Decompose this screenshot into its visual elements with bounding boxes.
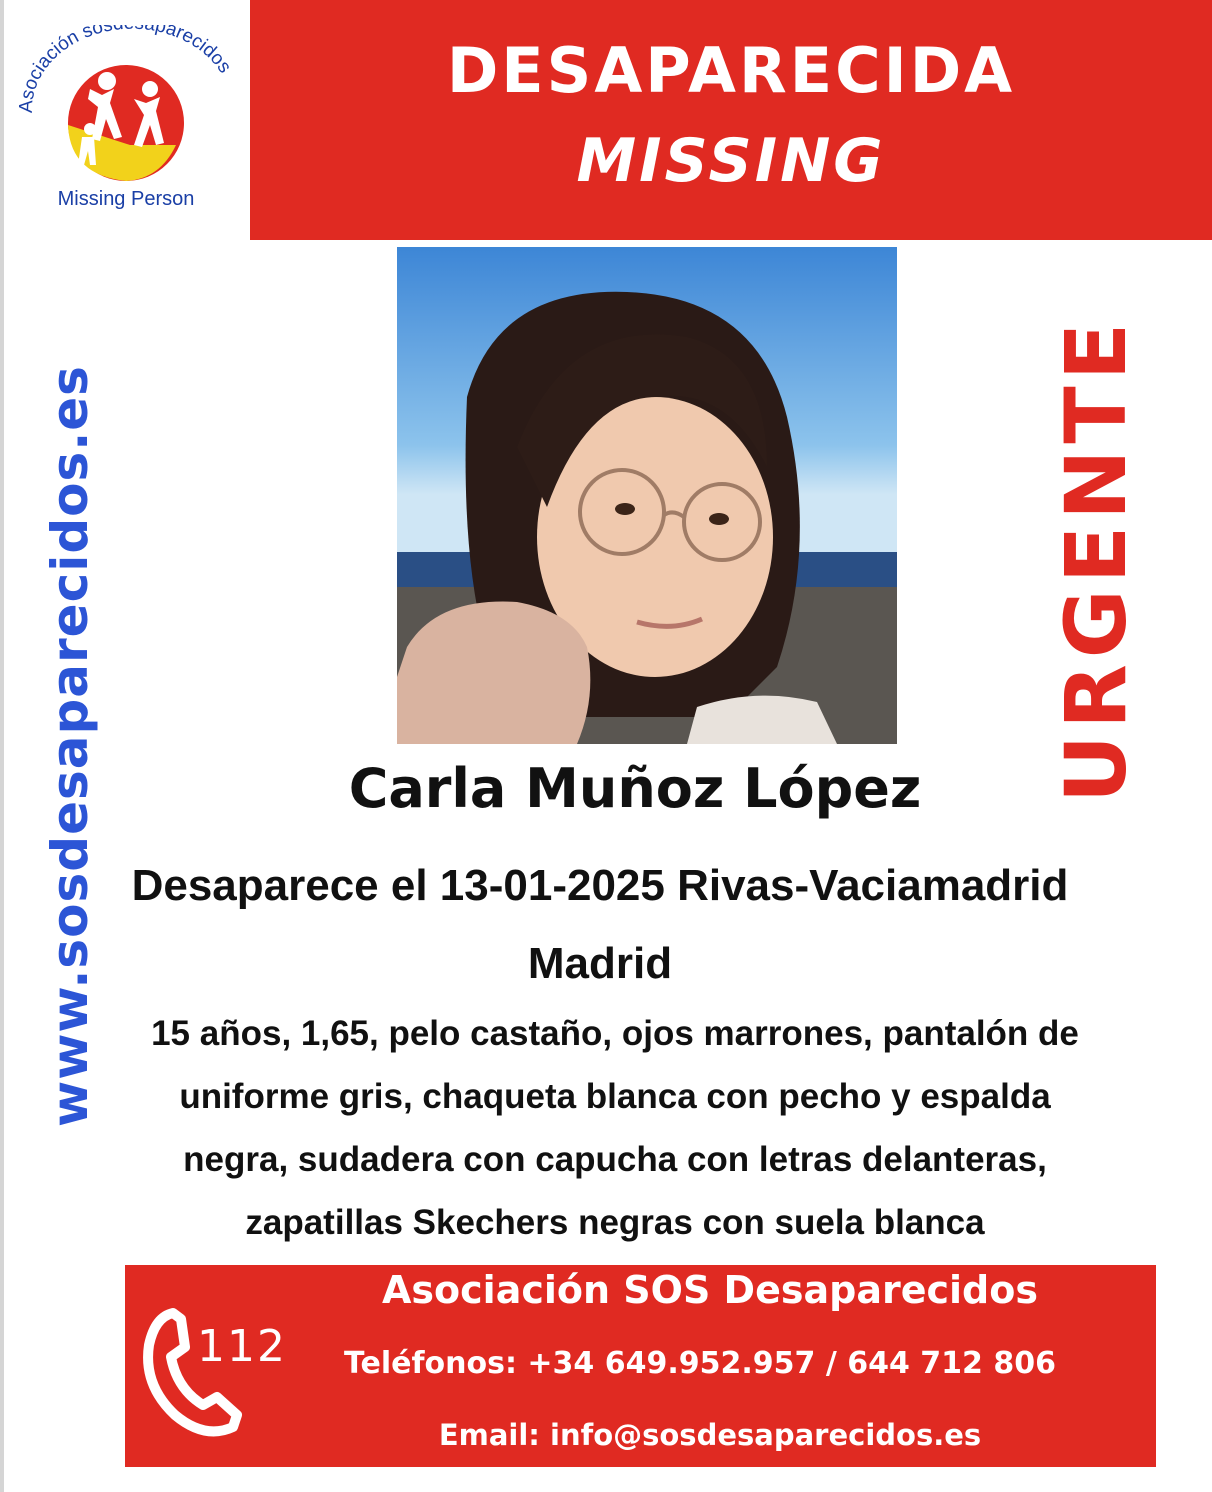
contact-email[interactable]: Email: info@sosdesaparecidos.es xyxy=(438,1418,982,1452)
description-line: uniforme gris, chaqueta blanca con pecho y espalda xyxy=(179,1077,1051,1116)
header-subtitle: MISSING xyxy=(576,126,886,196)
contact-box xyxy=(125,1265,1156,1467)
description-line: zapatillas Skechers negras con suela blanca xyxy=(245,1203,985,1242)
emergency-number[interactable]: 112 xyxy=(197,1321,287,1372)
person-name: Carla Muñoz López xyxy=(348,757,922,820)
urgent-label: URGENTE xyxy=(1047,316,1145,804)
disappearance-city: Madrid xyxy=(527,939,673,988)
logo-caption: Missing Person xyxy=(57,188,195,210)
description-line: 15 años, 1,65, pelo castaño, ojos marrones, pantalón de xyxy=(151,1014,1079,1053)
organization-name: Asociación SOS Desaparecidos xyxy=(382,1268,1038,1312)
header-banner xyxy=(250,0,1212,240)
website-url[interactable]: www.sosdesaparecidos.es xyxy=(41,365,99,1127)
sos-logo xyxy=(10,25,242,215)
person-description xyxy=(105,1002,1125,1254)
sos-logo-icon xyxy=(10,25,242,215)
person-photo xyxy=(397,247,897,744)
contact-phones[interactable]: Teléfonos: +34 649.952.957 / 644 712 806 xyxy=(344,1346,1056,1381)
disappearance-date-location: Desaparece el 13-01-2025 Rivas-Vaciamadrid xyxy=(131,861,1069,910)
header-title: DESAPARECIDA xyxy=(446,34,1016,107)
logo-arc-text: Asociación sos parecidos xyxy=(15,25,236,114)
description-line: negra, sudadera con capucha con letras delanteras, xyxy=(183,1140,1047,1179)
left-border xyxy=(0,0,4,1492)
